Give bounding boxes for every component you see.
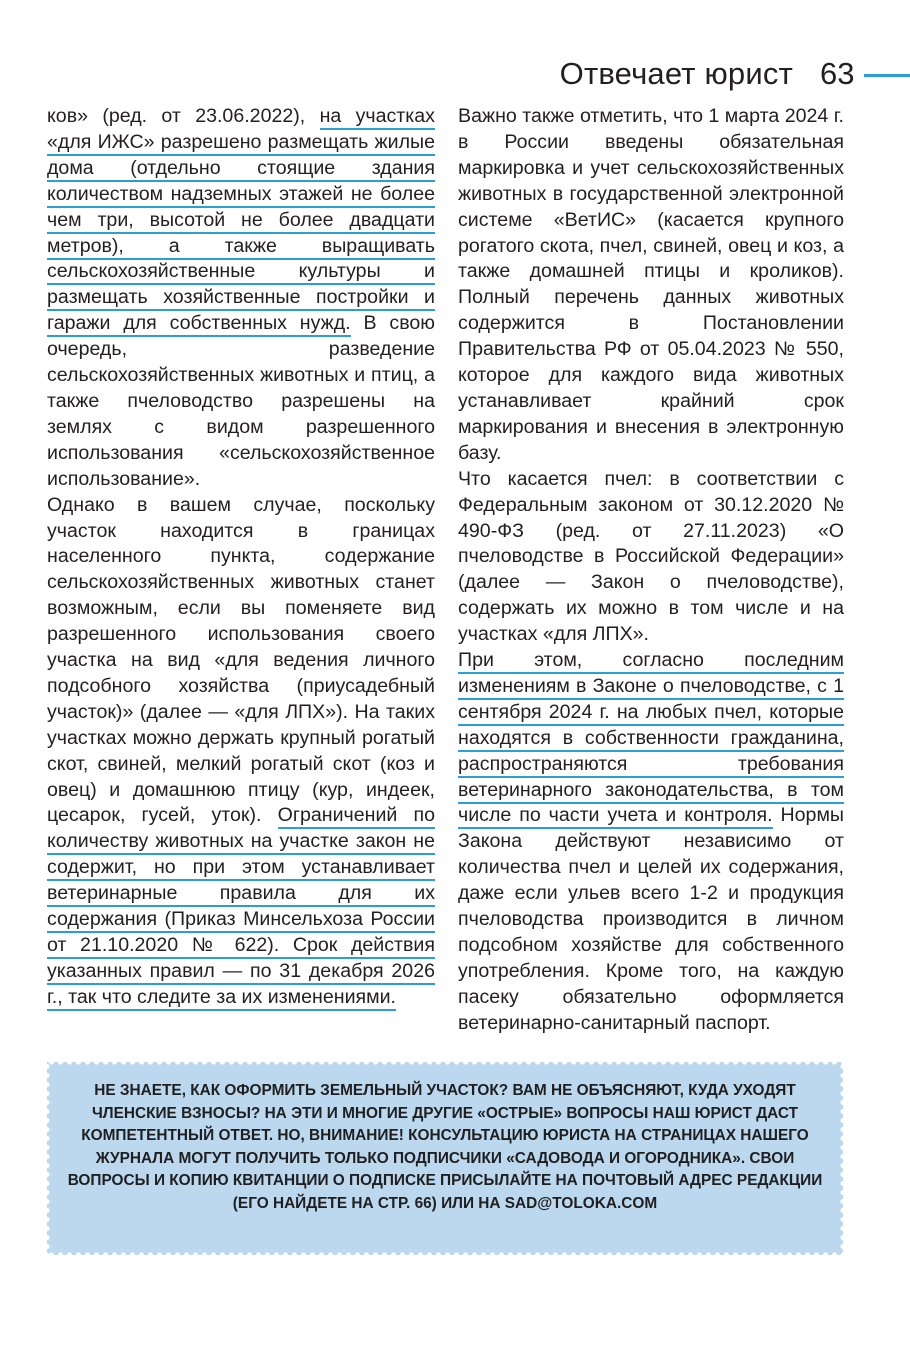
- left-paragraph-2: [47, 493, 435, 1011]
- right-column: [458, 104, 844, 1037]
- body-text: Что касается пчел: в соответствии с Федеральным законом от 30.12.2020 № 490-ФЗ (ред. от 27.11.2023) «О пчеловодстве в Российской Федерации» (далее — Закон о пчеловодстве), содержать их можно в том числе и на участках «для ЛПХ».: [458, 467, 844, 646]
- right-paragraph-2: [458, 467, 844, 648]
- body-text: Важно также отметить, что 1 марта 2024 г. в России введены обязательная маркировка и учет сельскохозяйственных животных в государственной электронной системе «ВетИС» (касается крупного рогатого скота, пчел, свиней, овец и коз, а также домашней птицы и кроликов). Полный перечень данных животных содержится в Постановлении Правительства РФ от 05.04.2023 № 550, которое для каждого вида животных устанавливает крайний срок маркирования и внесения в электронную базу.: [458, 105, 844, 464]
- page-header: [0, 52, 910, 102]
- body-text: Однако в вашем случае, поскольку участок находится в границах населенного пункта, содержание сельскохозяйственных животных станет возможным, если вы поменяете вид разрешенного использования своего участка на вид «для ведения личного подсобного хозяйства (приусадебный участок)» (далее — «для ЛПХ»). На таких участках можно держать крупный рогатый скот, свиней, мелкий рогатый скот (коз и овец) и домашнюю птицу (кур, индеек, цесарок, гусей, уток).: [47, 493, 435, 827]
- section-title: Отвечает юрист: [559, 56, 793, 91]
- highlighted-text: на участках «для ИЖС» разрешено размещать жилые дома (отдельно стоящие здания количеством надземных этажей не более чем три, высотой не более двадцати метров), а также выращивать сельскохозяйственные культуры и размещать хозяйственные постройки и гаражи для собственных нужд.: [47, 105, 435, 337]
- right-paragraph-1: [458, 104, 844, 467]
- page-number: 63: [820, 56, 855, 91]
- body-text: ков» (ред. от 23.06.2022),: [47, 105, 320, 127]
- subscriber-notice-text: НЕ ЗНАЕТЕ, КАК ОФОРМИТЬ ЗЕМЕЛЬНЫЙ УЧАСТОК? ВАМ НЕ ОБЪЯСНЯЮТ, КУДА УХОДЯТ ЧЛЕНСКИЕ ВЗНОСЫ? НА ЭТИ И МНОГИЕ ДРУГИЕ «ОСТРЫЕ» ВОПРОСЫ НАШ ЮРИСТ ДАСТ КОМПЕТЕНТНЫЙ ОТВЕТ. НО, ВНИМАНИЕ! КОНСУЛЬТАЦИЮ ЮРИСТА НА СТРАНИЦАХ НАШЕГО ЖУРНАЛА МОГУТ ПОЛУЧИТЬ ТОЛЬКО ПОДПИСЧИКИ «САДОВОДА И ОГОРОДНИКА». СВОИ ВОПРОСЫ И КОПИЮ КВИТАНЦИИ О ПОДПИСКЕ ПРИСЫЛАЙТЕ НА ПОЧТОВЫЙ АДРЕС РЕДАКЦИИ (ЕГО НАЙДЕТЕ НА СТР. 66) ИЛИ НА SAD@TOLOKA.COM: [67, 1082, 823, 1212]
- body-text: В свою очередь, разведение сельскохозяйственных животных и птиц, а также пчеловодство разрешены на землях с видом разрешенного использования «сельскохозяйственное использование».: [47, 312, 435, 490]
- left-paragraph-1: [47, 104, 435, 493]
- header-rule: [864, 74, 910, 77]
- highlighted-text: При этом, согласно последним изменениям в Законе о пчеловодстве, с 1 сентября 2024 г. на любых пчел, которые находятся в собственности гражданина, распространяются требования ветеринарного законодательства, в том числе по части учета и контроля.: [458, 649, 844, 829]
- highlighted-text: Ограничений по количеству животных на участке закон не содержит, но при этом устанавливает ветеринарные правила для их содержания (Приказ Минсельхоза России от 21.10.2020 № 622). Срок действия указанных правил — по 31 декабря 2026 г., так что следите за их изменениями.: [47, 804, 435, 1010]
- subscriber-notice-box: [47, 1062, 843, 1255]
- left-column: [47, 104, 435, 1011]
- body-text: Нормы Закона действуют независимо от количества пчел и целей их содержания, даже если ульев всего 1-2 и продукция пчеловодства производится в личном подсобном хозяйстве для собственного употребления. Кроме того, на каждую пасеку обязательно оформляется ветеринарно-санитарный паспорт.: [458, 804, 844, 1034]
- right-paragraph-3: [458, 648, 844, 1037]
